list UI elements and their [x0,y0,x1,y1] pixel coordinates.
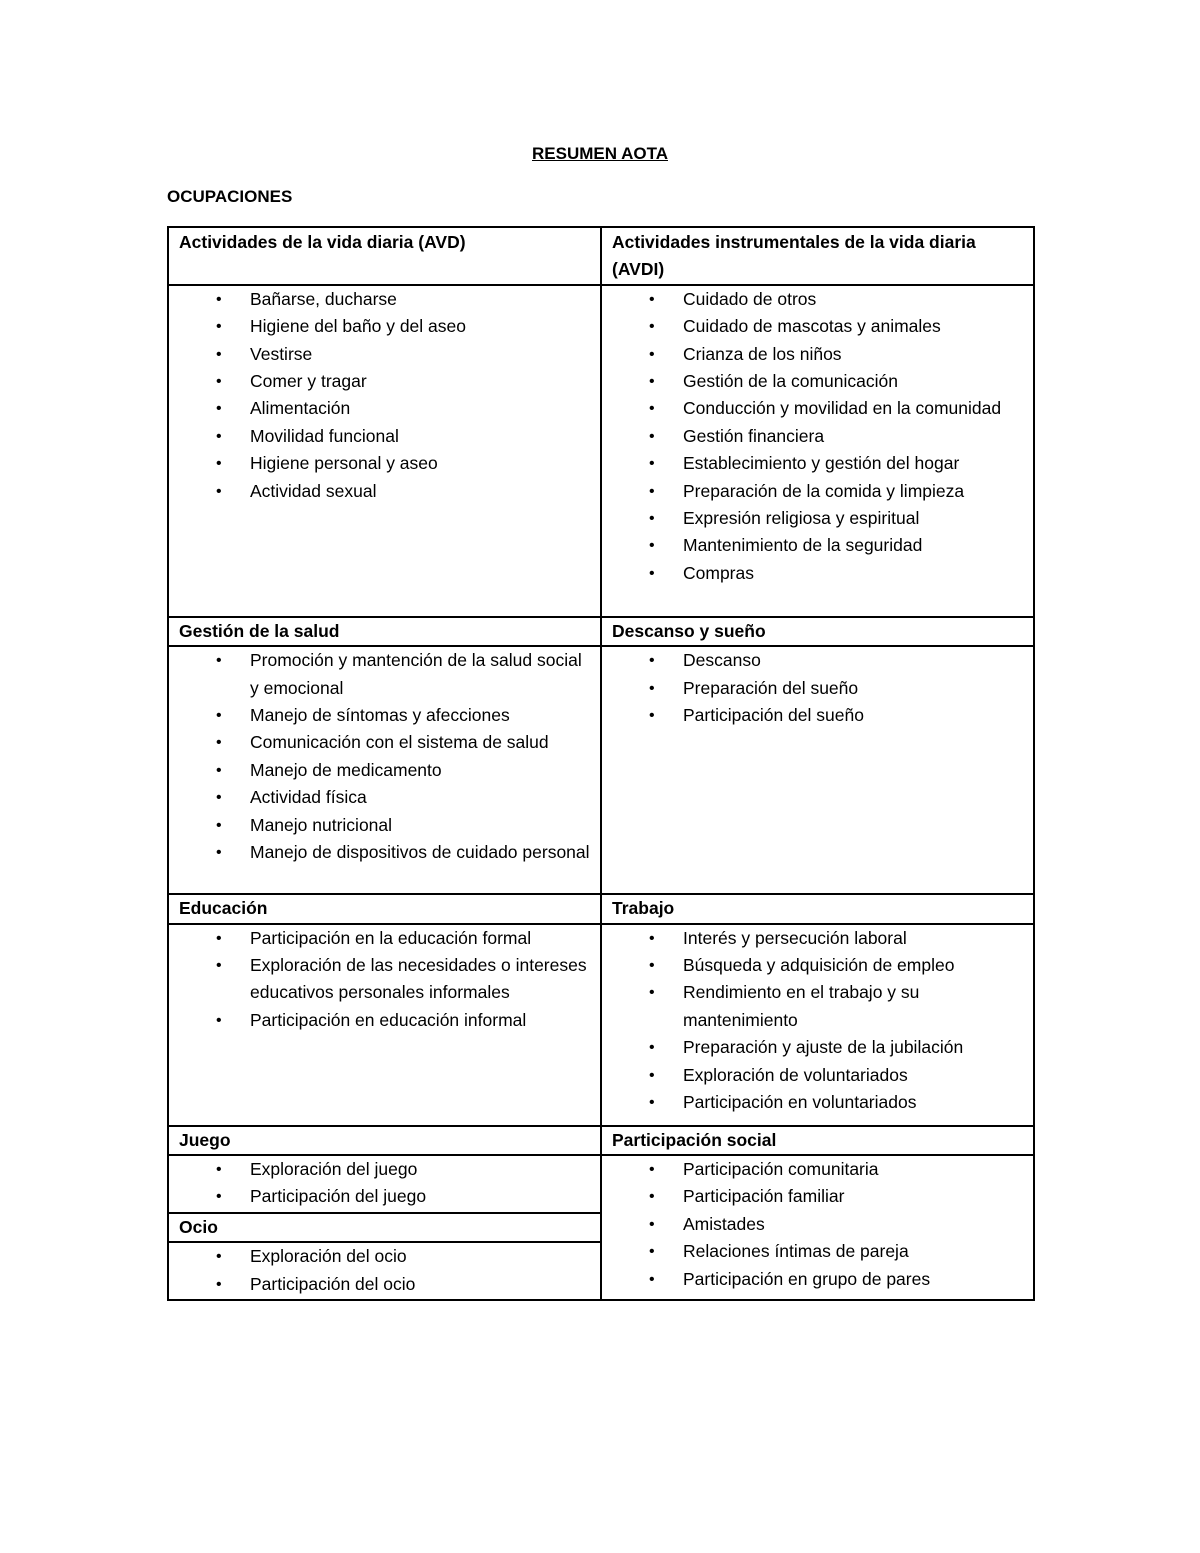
header-cell-trabajo: Trabajo [601,894,1034,923]
bullet-icon: • [649,1161,655,1179]
list-item-text: Participación del ocio [250,1273,416,1294]
bullet-icon: • [649,957,655,975]
occupations-table [167,226,1035,1301]
list-item-text: Higiene personal y aseo [250,453,438,474]
table-row [168,924,1034,1126]
header-cell-ocio: Ocio [169,1213,600,1242]
list-item-text: Bañarse, ducharse [250,288,397,309]
bullet-icon: • [649,427,655,445]
list-item [179,286,590,313]
list-cell-avd [168,285,601,617]
list-item [179,925,590,952]
list-item-text: Comunicación con el sistema de salud [250,732,549,753]
list-item [612,286,1023,313]
bullet-list-descanso [612,647,1023,729]
list-cell-juego [169,1156,600,1213]
list-item [179,784,590,811]
list-item [179,839,590,866]
header-cell-salud: Gestión de la salud [168,617,601,646]
list-item-text: Interés y persecución laboral [683,927,907,948]
table-header-row [168,227,1034,285]
list-item-text: Comer y tragar [250,371,367,392]
list-item-text: Descanso [683,650,761,671]
bullet-icon: • [216,482,222,500]
table-header-row [169,1213,600,1242]
bullet-icon: • [649,1188,655,1206]
list-item [612,925,1023,952]
bullet-icon: • [216,427,222,445]
bullet-icon: • [649,1039,655,1057]
list-item-text: Mantenimiento de la seguridad [683,535,923,556]
list-item-text: Higiene del baño y del aseo [250,316,466,337]
list-item-text: Participación en educación informal [250,1009,527,1030]
list-item-text: Participación en la educación formal [250,927,532,948]
list-item [179,1156,590,1183]
list-item [179,395,590,422]
bullet-icon: • [216,761,222,779]
bullet-icon: • [216,929,222,947]
list-cell-salud [168,646,601,894]
list-item [612,1089,1023,1116]
list-cell-trabajo [601,924,1034,1126]
list-item-text: Alimentación [250,398,351,419]
bullet-icon: • [649,373,655,391]
table-row [168,646,1034,894]
bullet-list-avd [179,286,590,616]
list-item [179,423,590,450]
list-item-text: Exploración del juego [250,1159,418,1180]
list-item [612,1034,1023,1061]
list-item [179,313,590,340]
list-item-text: Expresión religiosa y espiritual [683,508,920,529]
list-item [612,341,1023,368]
bullet-icon: • [216,1248,222,1266]
bullet-icon: • [216,652,222,670]
list-item [612,532,1023,559]
nested-cell-juego-ocio [168,1155,601,1300]
list-item [612,1238,1023,1265]
table-row [168,1155,1034,1300]
list-item [612,647,1023,674]
header-cell-descanso: Descanso y sueño [601,617,1034,646]
list-item-text: Búsqueda y adquisición de empleo [683,955,955,976]
bullet-icon: • [649,1215,655,1233]
list-cell-avdi [601,285,1034,617]
list-item-text: Manejo nutricional [250,814,393,835]
bullet-list-avdi [612,286,1023,587]
list-item-text: Movilidad funcional [250,425,399,446]
bullet-icon: • [649,707,655,725]
list-item-text: Exploración de voluntariados [683,1064,908,1085]
list-item-text: Manejo de síntomas y afecciones [250,705,510,726]
list-item-text: Establecimiento y gestión del hogar [683,453,960,474]
list-item [612,952,1023,979]
list-item-text: Preparación del sueño [683,677,859,698]
bullet-icon: • [216,290,222,308]
list-item-text: Participación en grupo de pares [683,1268,931,1289]
list-item-text: Relaciones íntimas de pareja [683,1241,909,1262]
list-item [612,1266,1023,1293]
list-item-text: Vestirse [250,343,313,364]
bullet-list-educacion [179,925,590,1125]
bullet-list-social [612,1156,1023,1293]
header-cell-educacion: Educación [168,894,601,923]
list-item [179,757,590,784]
list-item [612,313,1023,340]
list-item [612,560,1023,587]
list-item-text: Amistades [683,1213,765,1234]
bullet-icon: • [649,455,655,473]
list-item [612,450,1023,477]
bullet-icon: • [216,816,222,834]
list-item-text: Promoción y mantención de la salud social y emocional [250,650,582,698]
list-item [612,423,1023,450]
header-cell-juego: Juego [168,1126,601,1155]
list-item-text: Participación del juego [250,1186,427,1207]
bullet-icon: • [649,400,655,418]
list-item-text: Manejo de medicamento [250,759,442,780]
list-item [612,505,1023,532]
bullet-icon: • [649,290,655,308]
bullet-list-ocio [179,1243,590,1299]
bullet-icon: • [649,537,655,555]
bullet-icon: • [649,984,655,1002]
bullet-icon: • [216,318,222,336]
list-item-text: Preparación y ajuste de la jubilación [683,1037,964,1058]
bullet-icon: • [649,929,655,947]
bullet-icon: • [216,734,222,752]
header-cell-avdi: Actividades instrumentales de la vida diaria (AVDI) [601,227,1034,285]
bullet-icon: • [649,318,655,336]
bullet-icon: • [216,1188,222,1206]
list-item [179,702,590,729]
list-item-text: Participación en voluntariados [683,1092,917,1113]
list-item [179,1243,590,1270]
list-item [612,1183,1023,1210]
list-item [179,341,590,368]
list-item-text: Compras [683,562,754,583]
list-item [612,368,1023,395]
bullet-icon: • [649,1066,655,1084]
list-item [612,702,1023,729]
list-item-text: Conducción y movilidad en la comunidad [683,398,1002,419]
list-item [612,1062,1023,1089]
bullet-icon: • [649,679,655,697]
list-item [179,647,590,702]
list-item-text: Actividad física [250,787,367,808]
list-item-text: Exploración del ocio [250,1246,407,1267]
list-item [612,675,1023,702]
bullet-icon: • [216,957,222,975]
table-row [169,1242,600,1299]
list-item [179,1271,590,1298]
list-item [612,979,1023,1034]
bullet-icon: • [216,373,222,391]
list-item-text: Participación familiar [683,1186,845,1207]
bullet-icon: • [216,1011,222,1029]
list-item-text: Participación comunitaria [683,1159,879,1180]
list-cell-social [601,1155,1034,1300]
bullet-list-juego [179,1156,590,1212]
bullet-icon: • [216,400,222,418]
bullet-icon: • [649,564,655,582]
table-row [168,285,1034,617]
table-header-row [168,617,1034,646]
bullet-icon: • [216,707,222,725]
list-item [179,729,590,756]
list-item [179,368,590,395]
list-item [179,1007,590,1034]
bullet-icon: • [216,345,222,363]
bullet-icon: • [649,652,655,670]
bullet-icon: • [649,1243,655,1261]
list-item-text: Crianza de los niños [683,343,842,364]
list-cell-descanso [601,646,1034,894]
header-cell-social: Participación social [601,1126,1034,1155]
bullet-icon: • [649,1094,655,1112]
list-item [612,1156,1023,1183]
list-item [612,395,1023,422]
nested-table-juego-ocio [169,1156,600,1299]
list-cell-educacion [168,924,601,1126]
bullet-list-trabajo [612,925,1023,1117]
list-item [179,1183,590,1210]
list-item-text: Exploración de las necesidades o intereses educativos personales informales [250,955,587,1003]
list-item [179,450,590,477]
bullet-icon: • [649,1270,655,1288]
bullet-icon: • [216,1275,222,1293]
table-header-row [168,894,1034,923]
list-item [612,478,1023,505]
bullet-icon: • [216,455,222,473]
list-item [179,952,590,1007]
list-item [612,1211,1023,1238]
bullet-icon: • [216,844,222,862]
bullet-icon: • [649,345,655,363]
header-cell-avd: Actividades de la vida diaria (AVD) [168,227,601,285]
bullet-icon: • [649,482,655,500]
bullet-list-salud [179,647,590,893]
table-header-row [168,1126,1034,1155]
section-title: OCUPACIONES [167,187,293,206]
list-item-text: Manejo de dispositivos de cuidado personal [250,842,590,863]
bullet-icon: • [216,1161,222,1179]
list-item-text: Rendimiento en el trabajo y su mantenimiento [683,982,920,1030]
bullet-icon: • [649,510,655,528]
list-item [179,478,590,505]
table-row [169,1156,600,1213]
list-item-text: Gestión de la comunicación [683,371,898,392]
list-item-text: Cuidado de otros [683,288,817,309]
list-item-text: Participación del sueño [683,705,864,726]
list-item-text: Actividad sexual [250,480,377,501]
list-item [179,812,590,839]
list-item-text: Cuidado de mascotas y animales [683,316,941,337]
bullet-icon: • [216,789,222,807]
list-item-text: Gestión financiera [683,425,825,446]
list-item-text: Preparación de la comida y limpieza [683,480,965,501]
list-cell-ocio [169,1242,600,1299]
page-title: RESUMEN AOTA [532,144,668,163]
